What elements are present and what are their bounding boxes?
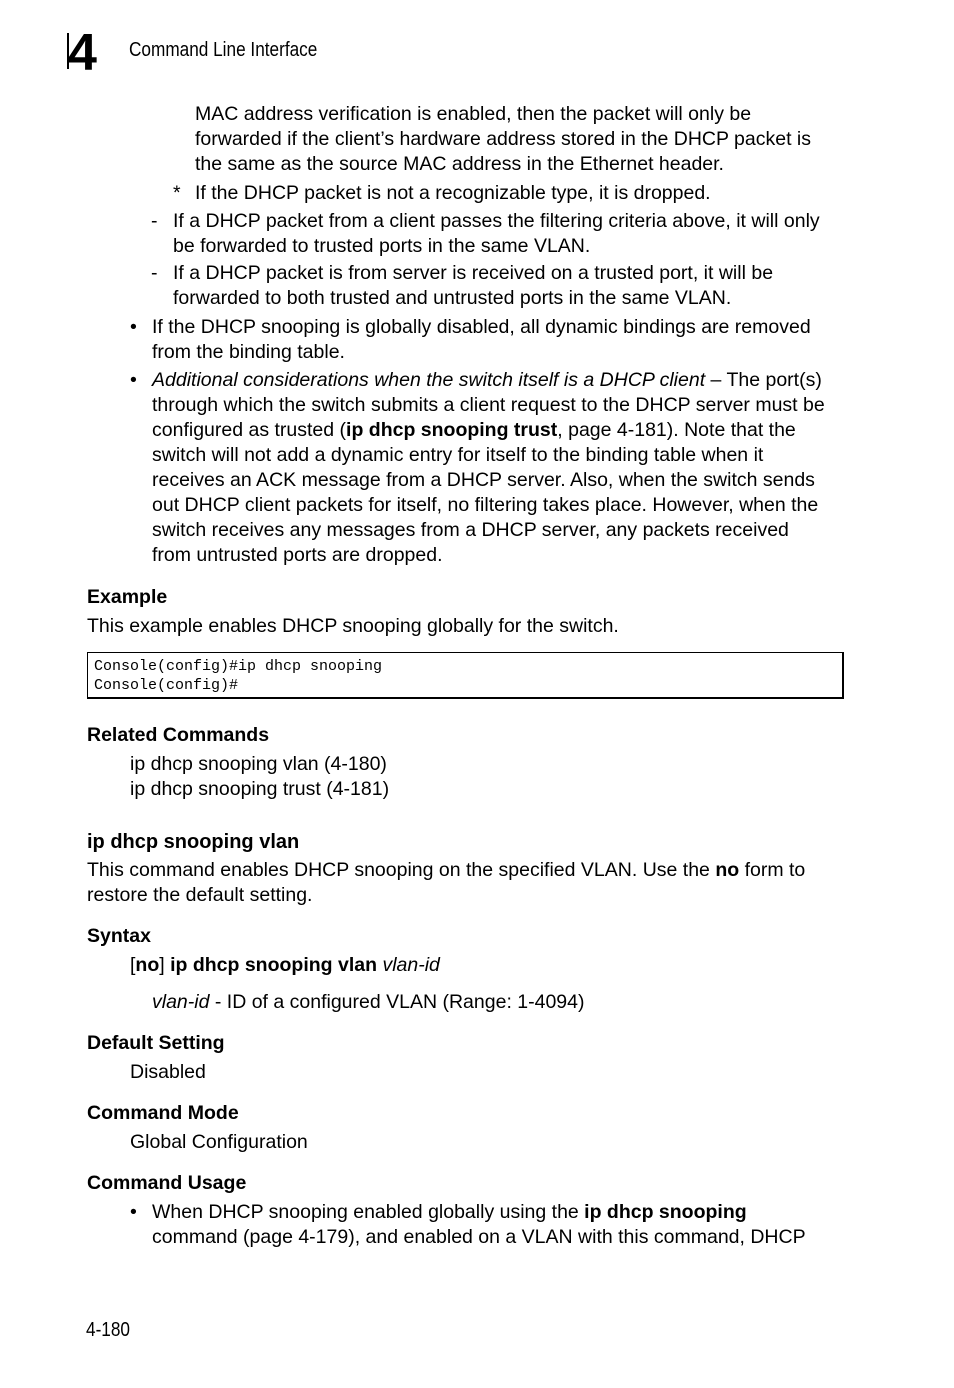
usage-bullet-item: When DHCP snooping enabled globally using the ip dhcp snooping command (page 4-179), and enabled on a VLAN with this command, DHCP	[152, 1201, 806, 1248]
star-marker: *	[173, 182, 181, 204]
bullet-item: If the DHCP snooping is globally disabled, all dynamic bindings are removed from the binding table.	[152, 316, 811, 363]
syntax-parameter: vlan-id - ID of a configured VLAN (Range: 1-4094)	[152, 991, 585, 1013]
syntax-line: [no] ip dhcp snooping vlan vlan-id	[130, 954, 440, 976]
dash-marker: -	[151, 262, 158, 284]
bullet-marker: •	[130, 369, 137, 391]
code-line: Console(config)#ip dhcp snooping	[94, 658, 383, 675]
section-heading-command-mode: Command Mode	[87, 1102, 239, 1124]
section-heading-command-usage: Command Usage	[87, 1172, 247, 1194]
section-heading-syntax: Syntax	[87, 925, 151, 947]
running-header-title: Command Line Interface	[129, 39, 318, 61]
page-number: 4-180	[86, 1319, 130, 1341]
section-heading-related-commands: Related Commands	[87, 724, 270, 746]
code-block	[87, 652, 844, 699]
bullet-item: Additional considerations when the switch itself is a DHCP client – The port(s) through which the switch submits a client request to the DHCP server must be configured as trusted (ip dhcp snooping trust, page 4-181). Note that the switch will not add a dynamic entry for itself to the binding table when it receives an ACK message from a DHCP server. Also, when the switch sends out DHCP client packets for itself, no filtering takes place. However, when the switch receives any messages from a DHCP server, any packets received from untrusted ports are dropped.	[152, 369, 825, 566]
code-line: Console(config)#	[94, 677, 239, 694]
default-setting-value: Disabled	[130, 1061, 206, 1083]
section-heading-example: Example	[87, 586, 168, 608]
bullet-marker: •	[130, 316, 137, 338]
section-heading-default-setting: Default Setting	[87, 1032, 225, 1054]
dash-marker: -	[151, 210, 158, 232]
command-mode-value: Global Configuration	[130, 1131, 308, 1153]
related-command-item: ip dhcp snooping vlan (4-180)	[130, 753, 387, 775]
related-command-item: ip dhcp snooping trust (4-181)	[130, 778, 390, 800]
star-item: If the DHCP packet is not a recognizable type, it is dropped.	[195, 182, 711, 204]
bullet-marker: •	[130, 1201, 137, 1223]
dash-item: If a DHCP packet is from server is received on a trusted port, it will be forwarded to both trusted and untrusted ports in the same VLAN.	[173, 262, 774, 309]
dash-item: If a DHCP packet from a client passes the filtering criteria above, it will only be forwarded to trusted ports in the same VLAN.	[173, 210, 820, 257]
chapter-number: 4	[68, 24, 95, 82]
command-title: ip dhcp snooping vlan	[87, 831, 300, 853]
example-description: This example enables DHCP snooping globally for the switch.	[87, 615, 619, 637]
continued-paragraph: MAC address verification is enabled, then the packet will only be forwarded if the client’s hardware address stored in the DHCP packet is the same as the source MAC address in the Ethernet header.	[195, 103, 812, 175]
command-description: This command enables DHCP snooping on the specified VLAN. Use the no form to restore the default setting.	[87, 859, 806, 906]
